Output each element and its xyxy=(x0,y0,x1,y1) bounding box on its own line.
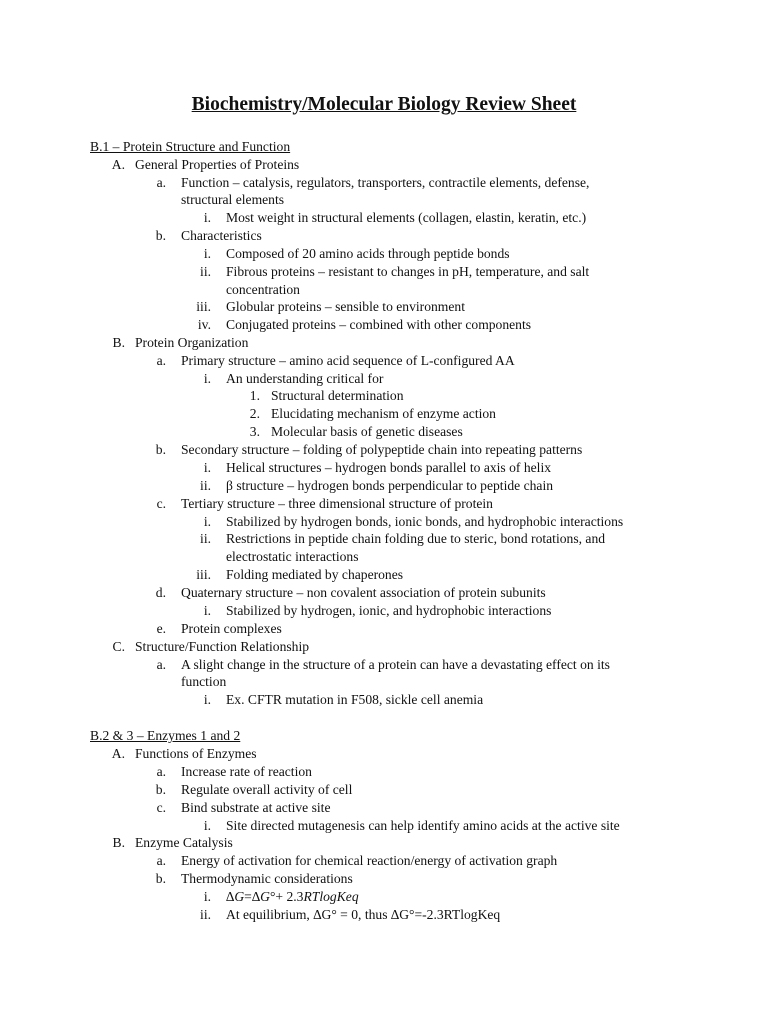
eq-equals: = xyxy=(244,889,252,904)
eq-standard-term: °+ 2.3 xyxy=(269,889,304,904)
list-marker: 2. xyxy=(249,406,260,421)
outline-item-restrictions: Restrictions in peptide chain folding due to steric, bond rotations, and xyxy=(226,531,606,546)
list-marker: b. xyxy=(155,782,166,797)
outline-item-function-cont: structural elements xyxy=(181,192,285,207)
outline-item-enzyme-catalysis: Enzyme Catalysis xyxy=(135,835,233,850)
list-marker: i. xyxy=(203,889,211,904)
outline-item-bind-substrate: Bind substrate at active site xyxy=(181,800,331,815)
eq-delta: ∆ xyxy=(251,889,261,904)
outline-item-increase-rate: Increase rate of reaction xyxy=(181,764,312,779)
list-marker: a. xyxy=(156,853,166,868)
list-marker: 3. xyxy=(249,424,260,439)
list-marker: iii. xyxy=(196,299,211,314)
list-marker: A. xyxy=(111,157,125,172)
list-marker: e. xyxy=(156,621,166,636)
outline-item-general-properties: General Properties of Proteins xyxy=(135,157,300,172)
list-marker: i. xyxy=(203,460,211,475)
list-marker: b. xyxy=(155,228,166,243)
outline-item-conjugated: Conjugated proteins – combined with other components xyxy=(226,317,532,332)
list-marker: i. xyxy=(203,603,211,618)
page-title: Biochemistry/Molecular Biology Review Sheet xyxy=(191,94,577,115)
section-heading-b2-3: B.2 & 3 – Enzymes 1 and 2 xyxy=(90,728,241,743)
outline-item-tertiary-structure: Tertiary structure – three dimensional structure of protein xyxy=(181,496,493,511)
list-marker: ii. xyxy=(200,478,211,493)
eq-delta: ∆ xyxy=(226,889,235,904)
outline-item-stabilized-hydrogen: Stabilized by hydrogen, ionic, and hydrophobic interactions xyxy=(226,603,552,618)
list-marker: i. xyxy=(203,210,211,225)
list-marker: B. xyxy=(112,335,125,350)
outline-item-elucidating: Elucidating mechanism of enzyme action xyxy=(271,406,496,421)
eq-var-g: G xyxy=(234,889,245,904)
list-marker: a. xyxy=(156,175,166,190)
list-marker: a. xyxy=(156,764,166,779)
outline-item-most-weight: Most weight in structural elements (collagen, elastin, keratin, etc.) xyxy=(226,210,587,225)
list-marker: i. xyxy=(203,514,211,529)
list-marker: C. xyxy=(112,639,125,654)
outline-item-functions-of-enzymes: Functions of Enzymes xyxy=(135,746,257,761)
outline-item-fibrous-cont: concentration xyxy=(226,282,300,297)
list-marker: A. xyxy=(111,746,125,761)
outline-item-characteristics: Characteristics xyxy=(181,228,262,243)
outline-item-protein-organization: Protein Organization xyxy=(135,335,249,350)
outline-item-stabilized-bonds: Stabilized by hydrogen bonds, ionic bonds, and hydrophobic interactions xyxy=(226,514,624,529)
list-marker: b. xyxy=(155,871,166,886)
list-marker: ii. xyxy=(200,531,211,546)
list-marker: i. xyxy=(203,818,211,833)
outline-item-structure-function: Structure/Function Relationship xyxy=(135,639,310,654)
list-marker: B. xyxy=(112,835,125,850)
list-marker: a. xyxy=(156,353,166,368)
gibbs-equation xyxy=(226,888,359,905)
outline-item-regulate-activity: Regulate overall activity of cell xyxy=(181,782,353,797)
outline-item-slight-change: A slight change in the structure of a protein can have a devastating effect on its xyxy=(181,657,610,672)
outline-item-amino-acids: Composed of 20 amino acids through peptide bonds xyxy=(226,246,510,261)
list-marker: iii. xyxy=(196,567,211,582)
outline-item-beta-structure: β structure – hydrogen bonds perpendicular to peptide chain xyxy=(226,478,554,493)
outline-item-mutagenesis: Site directed mutagenesis can help identify amino acids at the active site xyxy=(226,818,620,833)
list-marker: ii. xyxy=(200,907,211,922)
list-marker: i. xyxy=(203,371,211,386)
outline-item-fibrous: Fibrous proteins – resistant to changes in pH, temperature, and salt xyxy=(226,264,590,279)
list-marker: ii. xyxy=(200,264,211,279)
outline-item-quaternary-structure: Quaternary structure – non covalent association of protein subunits xyxy=(181,585,546,600)
list-marker: b. xyxy=(155,442,166,457)
outline-item-function: Function – catalysis, regulators, transporters, contractile elements, defense, xyxy=(181,175,590,190)
list-marker: a. xyxy=(156,657,166,672)
list-marker: iv. xyxy=(197,317,211,332)
outline-item-helical: Helical structures – hydrogen bonds parallel to axis of helix xyxy=(226,460,552,475)
outline-item-molecular-basis: Molecular basis of genetic diseases xyxy=(271,424,463,439)
outline-item-chaperones: Folding mediated by chaperones xyxy=(226,567,404,582)
list-marker: i. xyxy=(203,246,211,261)
eq-rtlogkeq: RTlogKeq xyxy=(303,889,359,904)
outline-item-secondary-structure: Secondary structure – folding of polypeptide chain into repeating patterns xyxy=(181,442,583,457)
outline-item-thermodynamic: Thermodynamic considerations xyxy=(181,871,353,886)
section-heading-b1: B.1 – Protein Structure and Function xyxy=(90,139,291,154)
outline-item-restrictions-cont: electrostatic interactions xyxy=(226,549,359,564)
outline-item-slight-change-cont: function xyxy=(181,674,227,689)
outline-item-globular: Globular proteins – sensible to environment xyxy=(226,299,465,314)
list-marker: 1. xyxy=(249,388,260,403)
list-marker: c. xyxy=(156,800,166,815)
outline-item-understanding: An understanding critical for xyxy=(226,371,384,386)
list-marker: d. xyxy=(155,585,166,600)
outline-item-primary-structure: Primary structure – amino acid sequence of L-configured AA xyxy=(181,353,515,368)
outline-item-energy-activation: Energy of activation for chemical reaction/energy of activation graph xyxy=(181,853,558,868)
outline-item-protein-complexes: Protein complexes xyxy=(181,621,282,636)
eq-var-g: G xyxy=(260,889,270,904)
outline-item-cftr: Ex. CFTR mutation in F508, sickle cell anemia xyxy=(226,692,484,707)
list-marker: i. xyxy=(203,692,211,707)
outline-item-equilibrium: At equilibrium, ∆G° = 0, thus ∆G°=-2.3RTlogKeq xyxy=(226,907,501,922)
list-marker: c. xyxy=(156,496,166,511)
outline-item-structural-determination: Structural determination xyxy=(271,388,404,403)
